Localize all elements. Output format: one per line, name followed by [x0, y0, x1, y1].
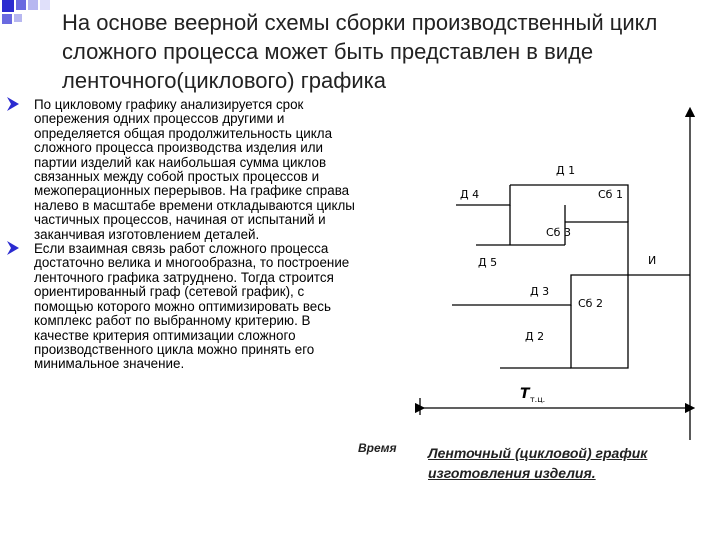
label-cycle-time: Т: [520, 386, 530, 402]
label-d3: Д 3: [530, 285, 550, 298]
bullet-text: По цикловому графику анализируется срок опережения одних процессов другими и определяется общая продолжительность цикла сложного процесса производства изделия или партии изделий как наибольшая сумма циклов связанных между собой простых процессов и межоперационных перерывов. На графике справа налево в масштабе времени откладываются циклы частичных процессов, начиная от испытаний и заканчивая изготовлением деталей.: [34, 97, 355, 242]
label-d1: Д 1: [556, 164, 576, 177]
label-sb3: Сб 3: [546, 226, 571, 239]
label-d4: Д 4: [460, 188, 480, 201]
label-i: И: [648, 254, 657, 267]
label-sb1: Сб 1: [598, 188, 623, 201]
bullet-text: Если взаимная связь работ сложного процесса достаточно велика и многообразна, то построение ленточного графика затруднено. Тогда строится ориентированный граф (сетевой график), с помощью которого можно оптимизировать весь комплекс работ по выбранному критерию. В качестве критерия оптимизации сложного производственного цикла можно принять его минимальное значение.: [34, 241, 350, 372]
label-d2: Д 2: [525, 330, 545, 343]
diagram-caption: Ленточный (цикловой) график изготовления изделия.: [428, 445, 648, 481]
slide-title: На основе веерной схемы сборки производственный цикл сложного процесса может быть представлен в виде ленточного(циклового) графика: [62, 10, 658, 93]
label-sb2: Сб 2: [578, 297, 603, 310]
time-axis-label: Время: [358, 441, 397, 455]
bar-sb3: [565, 222, 628, 275]
label-d5: Д 5: [478, 256, 498, 269]
bar-sb2: [571, 275, 628, 368]
label-cycle-time-sub: т.ц.: [530, 395, 546, 404]
